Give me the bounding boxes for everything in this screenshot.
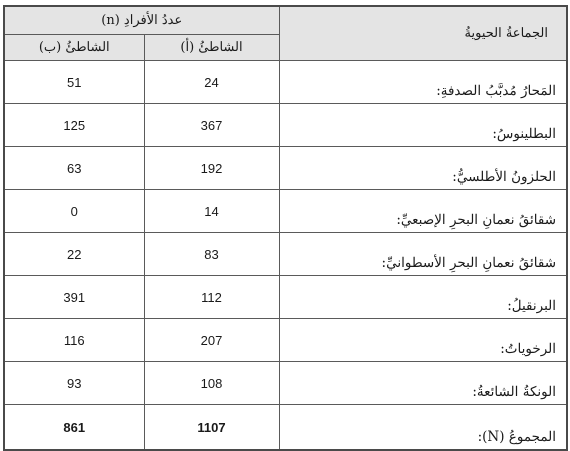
header-individual-count: عددُ الأفرادِ (n) [4,6,279,35]
row-shore-a-count: 14 [144,190,279,233]
header-shore-a: الشاطئُ (أ) [144,35,279,61]
row-shore-a-count: 367 [144,104,279,147]
header-shore-b: الشاطئُ (ب) [4,35,144,61]
row-shore-b-count: 125 [4,104,144,147]
row-shore-b-count: 116 [4,319,144,362]
row-shore-a-count: 24 [144,61,279,104]
row-species-name: شقائقُ نعمانِ البحرِ الإصبعيِّ: [279,190,567,233]
row-species-name: الونكةُ الشائعةُ: [279,362,567,405]
table-row [4,104,567,147]
table-total-row [4,405,567,451]
row-species-name: المَحارُ مُدبَّبُ الصدفةِ: [279,61,567,104]
data-table-container [3,5,566,451]
total-label: المجموعُ (N): [279,405,567,451]
row-shore-b-count: 391 [4,276,144,319]
table-row [4,147,567,190]
total-shore-a: 1107 [144,405,279,451]
row-shore-a-count: 83 [144,233,279,276]
table-row [4,319,567,362]
species-count-table [3,5,568,451]
table-row [4,276,567,319]
row-shore-b-count: 63 [4,147,144,190]
row-shore-a-count: 192 [144,147,279,190]
row-shore-b-count: 93 [4,362,144,405]
row-species-name: البطلينوسُ: [279,104,567,147]
table-row [4,233,567,276]
row-species-name: شقائقُ نعمانِ البحرِ الأسطوانيِّ: [279,233,567,276]
row-shore-b-count: 0 [4,190,144,233]
row-species-name: البرنقيلُ: [279,276,567,319]
total-shore-b: 861 [4,405,144,451]
row-shore-a-count: 108 [144,362,279,405]
row-species-name: الحلزونُ الأطلسيُّ: [279,147,567,190]
row-shore-a-count: 112 [144,276,279,319]
row-shore-b-count: 22 [4,233,144,276]
table-row [4,362,567,405]
row-shore-a-count: 207 [144,319,279,362]
row-shore-b-count: 51 [4,61,144,104]
table-row [4,61,567,104]
header-biological-group: الجماعةُ الحيويةُ [279,6,567,61]
table-row [4,190,567,233]
row-species-name: الرخوياتُ: [279,319,567,362]
